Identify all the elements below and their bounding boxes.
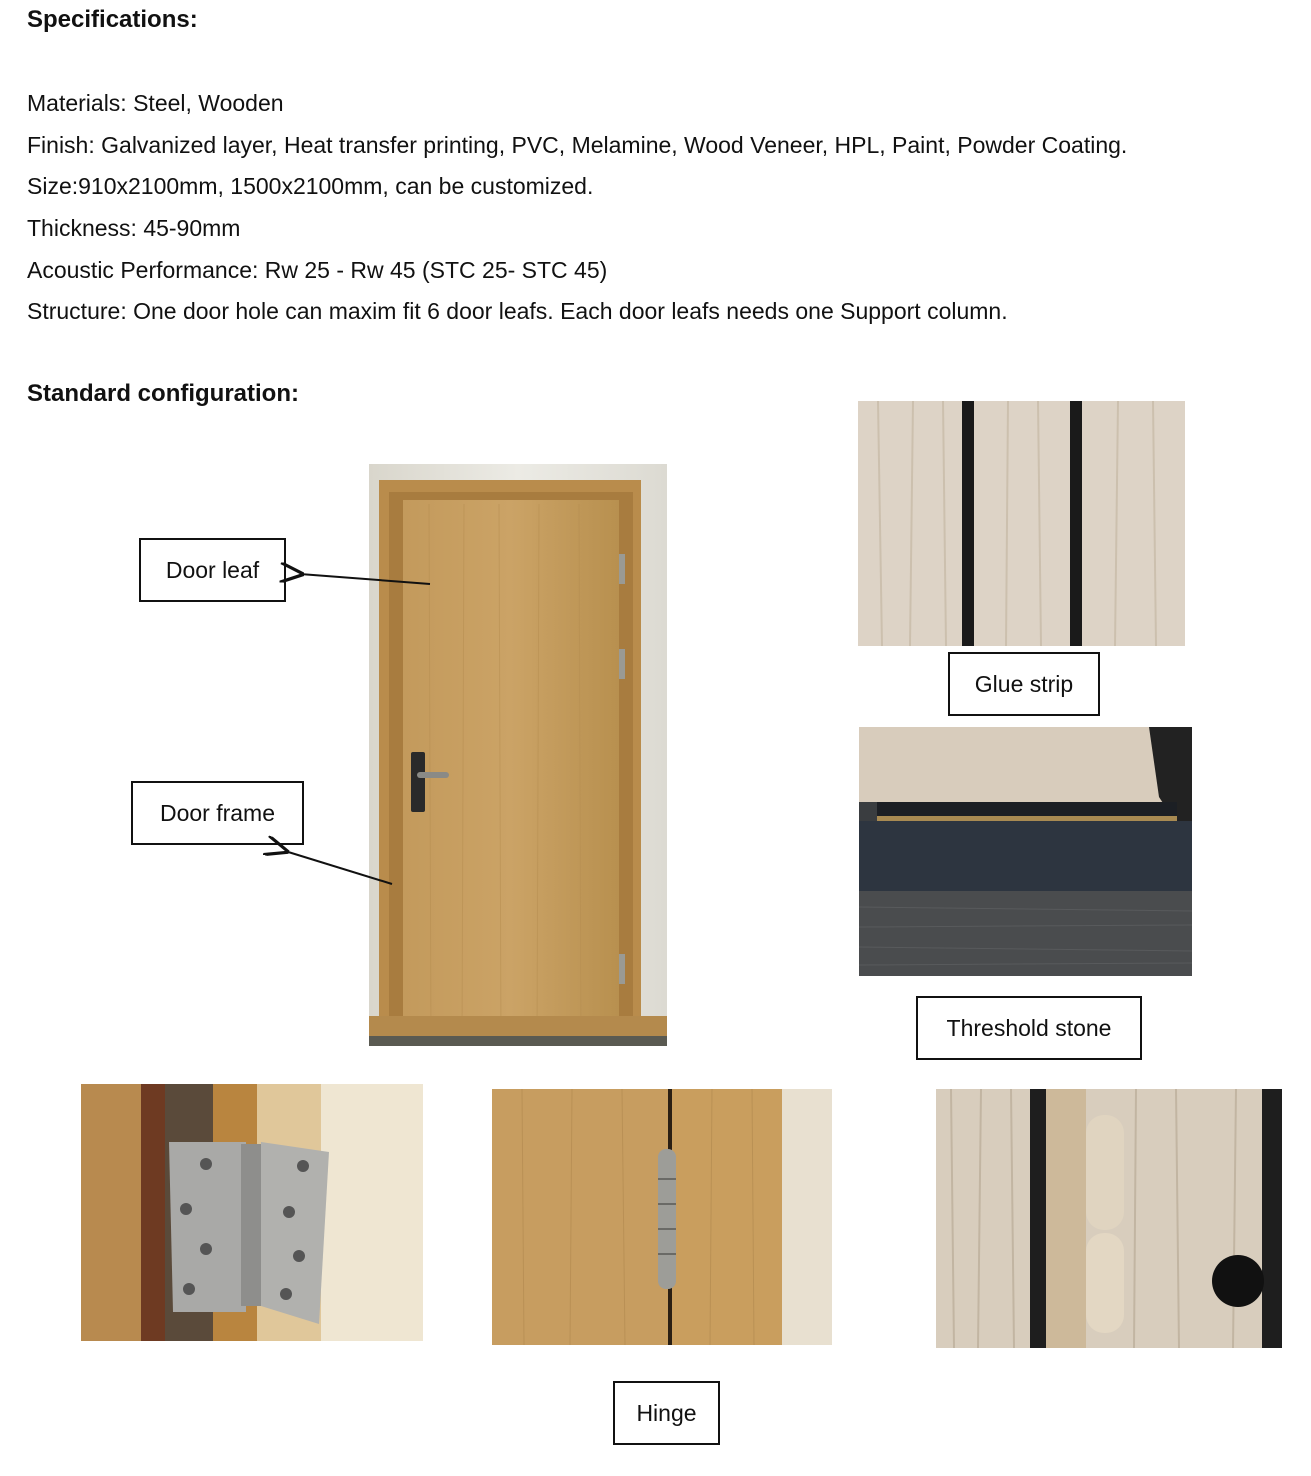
configuration-heading: Standard configuration: xyxy=(27,380,299,407)
hinge-label xyxy=(613,1381,720,1445)
door-leaf-label-text: Door leaf xyxy=(165,556,260,583)
hinge-photo-concealed xyxy=(936,1089,1282,1348)
glue-strip-label-text: Glue strip xyxy=(974,670,1074,697)
spec-structure: Structure: One door hole can maxim fit 6 door leafs. Each door leafs needs one Support column. xyxy=(27,298,1008,324)
spec-thickness: Thickness: 45-90mm xyxy=(27,215,241,241)
door-frame-label-text: Door frame xyxy=(159,799,276,826)
hinge-label-text: Hinge xyxy=(636,1399,697,1426)
threshold-stone-photo xyxy=(859,727,1192,976)
threshold-stone-label-text: Threshold stone xyxy=(946,1014,1112,1041)
spec-materials: Materials: Steel, Wooden xyxy=(27,90,284,116)
glue-strip-label xyxy=(948,652,1100,716)
spec-size: Size:910x2100mm, 1500x2100mm, can be customized. xyxy=(27,173,594,199)
spec-acoustic: Acoustic Performance: Rw 25 - Rw 45 (STC 25- STC 45) xyxy=(27,257,608,283)
door-leaf-label xyxy=(139,538,286,602)
spec-finish: Finish: Galvanized layer, Heat transfer printing, PVC, Melamine, Wood Veneer, HPL, Paint, Powder Coating. xyxy=(27,132,1128,158)
door-frame-label xyxy=(131,781,304,845)
hinge-photo-closed xyxy=(492,1089,832,1345)
door-photo xyxy=(369,464,667,1046)
glue-strip-photo xyxy=(858,401,1185,646)
specifications-heading: Specifications: xyxy=(27,6,198,33)
threshold-stone-label xyxy=(916,996,1142,1060)
hinge-photo-open xyxy=(81,1084,423,1341)
